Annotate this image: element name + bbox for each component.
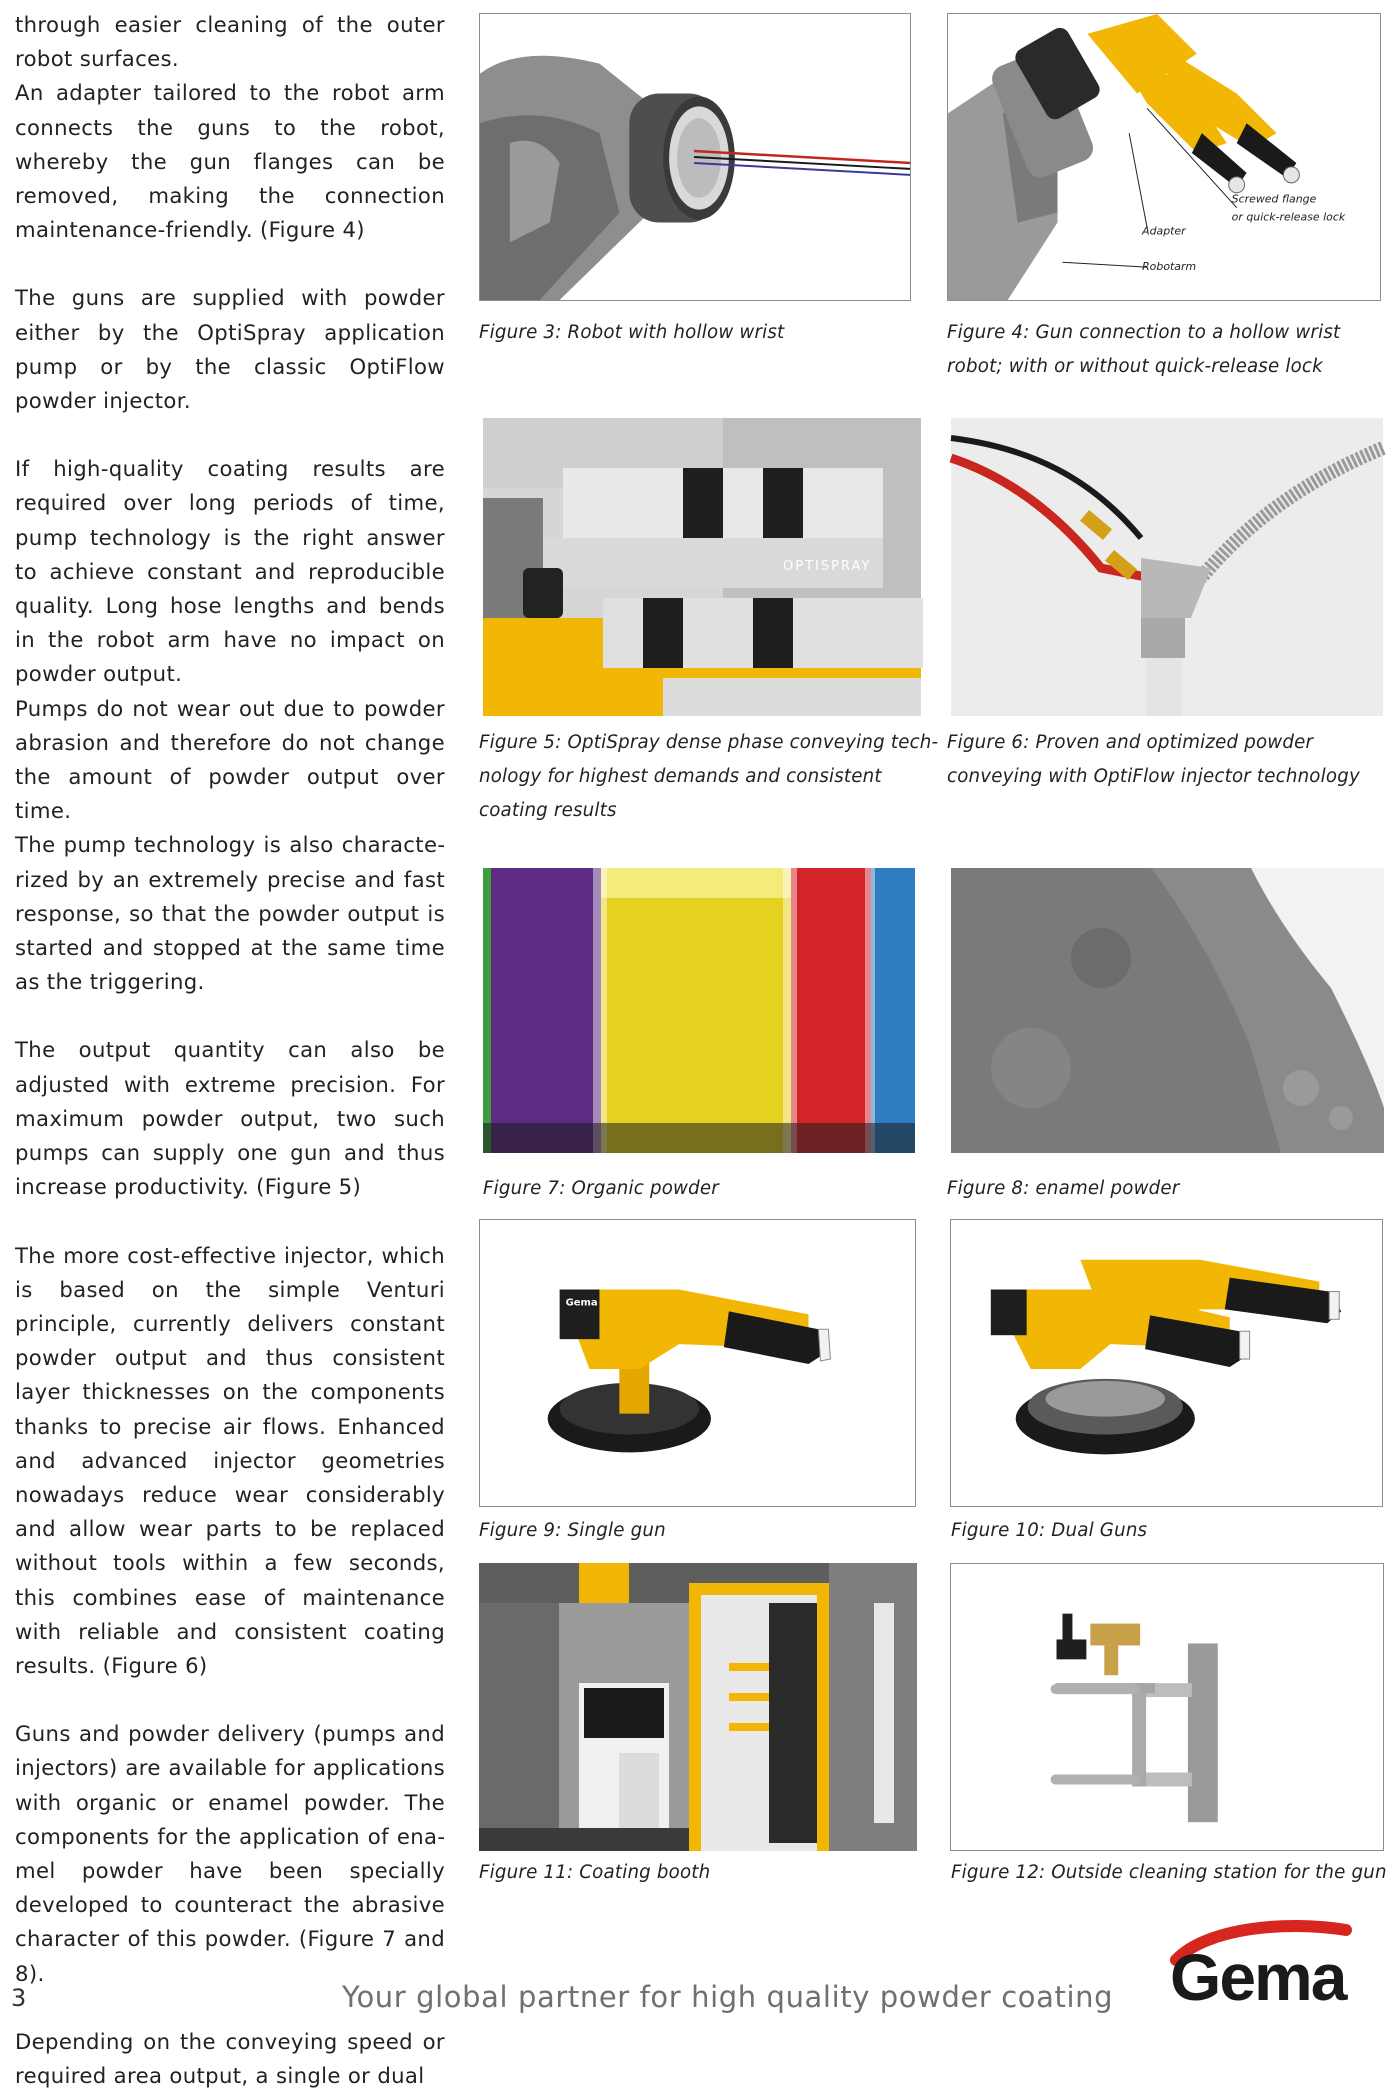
figure-4-caption: Figure 4: Gun connection to a hollow wrist robot; with or without quick-release lock <box>947 322 1341 377</box>
body-paragraph: If high-quality coating results are required over long periods of time, pump technology is the right answer to achieve constant and reproducible quality. Long hose lengths and bends in the robot arm have no impact on powder output. <box>15 456 445 687</box>
fig4-label-flange: Screwed flange <box>1231 192 1317 206</box>
fig4-label-adapter: Adapter <box>1142 224 1186 238</box>
figure-10-caption: Figure 10: Dual Guns <box>951 1520 1148 1541</box>
figure-11-caption: Figure 11: Coating booth <box>479 1862 711 1883</box>
fig4-label-flange-2: or quick-release lock <box>1231 210 1346 224</box>
page-number: 3 <box>11 1984 27 2012</box>
figure-9-single-gun-image <box>479 1219 916 1507</box>
logo-wordmark: Gema <box>1170 1940 1346 2014</box>
figure-9-caption: Figure 9: Single gun <box>479 1520 666 1541</box>
optispray-label: OPTISPRAY <box>783 559 872 574</box>
figure-11-coating-booth-image <box>479 1563 917 1851</box>
figure-6-optiflow-image <box>951 418 1383 716</box>
body-text-column <box>15 8 445 2093</box>
fig4-label-robotarm: Robotarm <box>1142 260 1197 274</box>
fig9-brand-mark: Gema <box>565 1297 598 1309</box>
body-paragraph: Guns and powder delivery (pumps and injectors) are available for applications with organic or enamel powder. The components for the application of enamel powder have been specially developed to counteract the abrasive character of this powder. (Figure 7 and 8). <box>15 1721 445 1986</box>
body-paragraph: Depending on the conveying speed or required area output, a single or dual <box>15 2028 445 2088</box>
footer-tagline: Your global partner for high quality powder coating <box>342 1980 1114 2014</box>
figure-7-organic-powder-image <box>483 868 915 1153</box>
body-paragraph: The guns are supplied with powder either by the OptiSpray application pump or by the classic OptiFlow powder injector. <box>15 285 445 414</box>
body-paragraph: An adapter tailored to the robot arm connects the guns to the robot, whereby the gun flanges can be removed, making the connection maintenance-friendly. (Figure 4) <box>15 80 445 243</box>
body-paragraph: through easier cleaning of the outer robot surfaces. <box>15 12 445 72</box>
figure-12-caption: Figure 12: Outside cleaning station for the gun <box>951 1862 1387 1883</box>
figure-8-caption: Figure 8: enamel powder <box>947 1178 1180 1199</box>
figure-10-dual-guns-image <box>950 1219 1383 1507</box>
figure-12-cleaning-station-image <box>950 1563 1384 1851</box>
figure-5-optispray-image <box>483 418 921 716</box>
body-paragraph: Pumps do not wear out due to powder abrasion and therefore do not change the amount of powder output over time. <box>15 695 445 824</box>
figure-4-gun-connection-image <box>947 13 1381 301</box>
figure-8-enamel-powder-image <box>951 868 1384 1153</box>
gema-logo <box>1166 1920 1390 2014</box>
body-paragraph: The output quantity can also be adjusted with extreme precision. For maximum powder output, two such pumps can supply one gun and thus increase productivity. (Figure 5) <box>15 1037 445 1200</box>
figure-3-caption: Figure 3: Robot with hollow wrist <box>479 322 785 343</box>
figure-7-caption: Figure 7: Organic powder <box>483 1178 719 1199</box>
figure-3-robot-wrist-image <box>479 13 911 301</box>
body-paragraph: The pump technology is also characterized by an extremely precise and fast response, so that the powder output is started and stopped at the same time as the triggering. <box>15 832 445 995</box>
body-paragraph: The more cost-effective injector, which is based on the simple Venturi principle, currently delivers constant powder output and thus consistent layer thicknesses on the components thanks to precise air flows. Enhanced and advanced injector geometries nowadays reduce wear considerably and allow wear parts to be replaced without tools within a few seconds, this combines ease of maintenance with reliable and consistent coating results. (Figure 6) <box>15 1242 445 1678</box>
figure-6-caption: Figure 6: Proven and optimized powder conveying with OptiFlow injector technology <box>947 732 1360 787</box>
figure-5-caption: Figure 5: OptiSpray dense phase conveying technology for highest demands and consistent coating results <box>479 732 939 821</box>
